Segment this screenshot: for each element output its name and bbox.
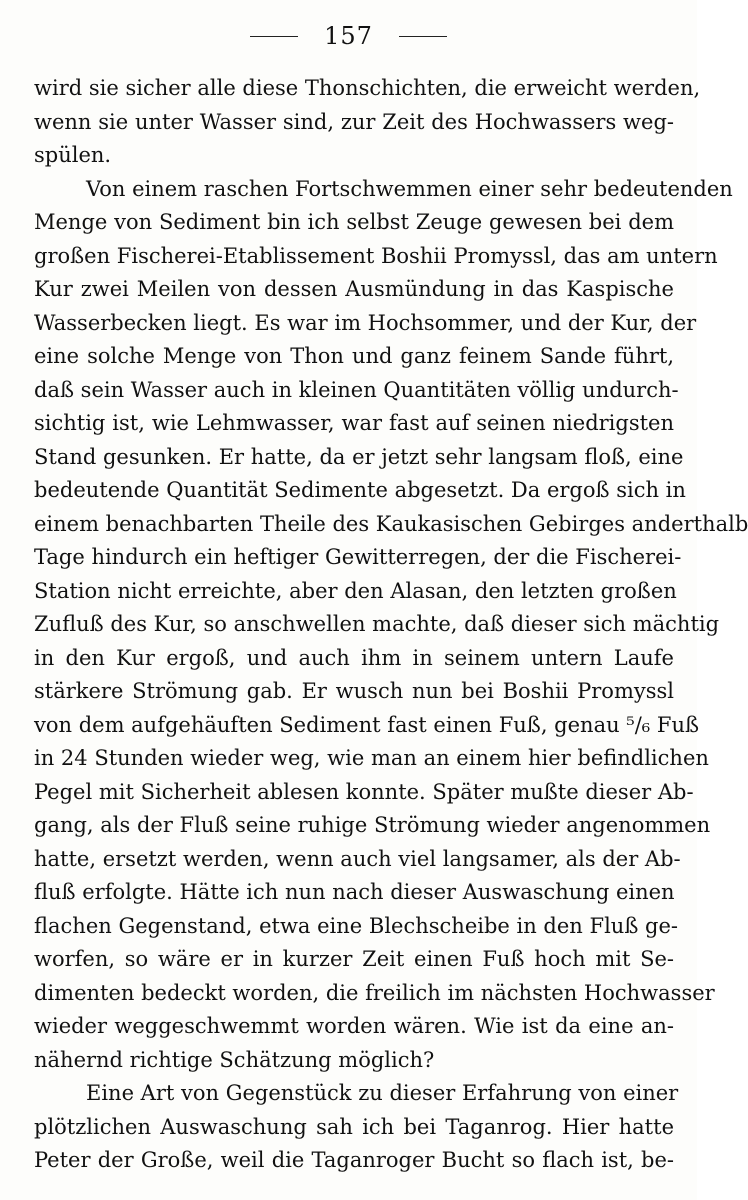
- text-line: Von einem raschen Fortschwemmen einer sehr bedeutenden: [86, 176, 733, 201]
- text-line: in den Kur ergoß, und auch ihm in seinem untern Laufe: [34, 645, 674, 670]
- text-line: gang, als der Fluß seine ruhige Strömung wieder angenommen: [34, 813, 711, 837]
- text-line: Menge von Sediment bin ich selbst Zeuge gewesen bei dem: [34, 210, 674, 234]
- text-line: wenn sie unter Wasser sind, zur Zeit des Hochwassers weg-: [34, 109, 674, 134]
- header-rule-right: [399, 36, 447, 37]
- text-line: sichtig ist, wie Lehmwasser, war fast auf seinen niedrigsten: [34, 411, 674, 435]
- page-header: [0, 18, 697, 54]
- text-line: bedeutende Quantität Sedimente abgesetzt. Da ergoß sich in: [34, 478, 686, 502]
- page-number: 157: [324, 22, 373, 50]
- body-text: [34, 72, 748, 1178]
- text-line: spülen.: [34, 143, 112, 167]
- text-line: Kur zwei Meilen von dessen Ausmündung in das Kaspische: [34, 277, 674, 301]
- text-line: flachen Gegenstand, etwa eine Blechscheibe in den Fluß ge-: [34, 913, 678, 938]
- text-line: Eine Art von Gegenstück zu dieser Erfahrung von einer: [86, 1081, 679, 1105]
- text-line: eine solche Menge von Thon und ganz feinem Sande führt,: [34, 344, 674, 368]
- text-line: Wasserbecken liegt. Es war im Hochsommer, und der Kur, der: [34, 310, 697, 335]
- text-line: Station nicht erreichte, aber den Alasan, den letzten großen: [34, 578, 677, 603]
- text-line: einem benachbarten Theile des Kaukasischen Gebirges anderthalb: [34, 511, 748, 536]
- text-line: hatte, ersetzt werden, wenn auch viel langsamer, als der Ab-: [34, 846, 681, 871]
- text-line: fluß erfolgte. Hätte ich nun nach dieser Auswaschung einen: [34, 880, 675, 904]
- header-rule-left: [250, 36, 298, 37]
- text-line: dimenten bedeckt worden, die freilich im nächsten Hochwasser: [34, 980, 715, 1005]
- text-line: plötzlichen Auswaschung sah ich bei Taganrog. Hier hatte: [34, 1114, 674, 1139]
- text-line: Tage hindurch ein heftiger Gewitterregen, der die Fischerei-: [34, 545, 682, 569]
- text-line: stärkere Strömung gab. Er wusch nun bei Boshii Promyssl: [34, 679, 674, 703]
- text-line: Zufluß des Kur, so anschwellen machte, daß dieser sich mächtig: [34, 612, 720, 636]
- text-line: Stand gesunken. Er hatte, da er jetzt sehr langsam floß, eine: [34, 444, 684, 469]
- text-line: daß sein Wasser auch in kleinen Quantitäten völlig undurch-: [34, 377, 679, 402]
- text-line: in 24 Stunden wieder weg, wie man an einem hier befindlichen: [34, 746, 709, 770]
- text-line: Peter der Große, weil die Taganroger Bucht so flach ist, be-: [34, 1148, 674, 1172]
- text-line: wieder weggeschwemmt worden wären. Wie ist da eine an-: [34, 1014, 674, 1038]
- text-line: von dem aufgehäuften Sediment fast einen Fuß, genau ⁵/₆ Fuß: [34, 712, 699, 737]
- text-line: großen Fischerei-Etablissement Boshii Promyssl, das am untern: [34, 243, 718, 268]
- text-line: wird sie sicher alle diese Thonschichten, die erweicht werden,: [34, 76, 701, 100]
- text-line: nähernd richtige Schätzung möglich?: [34, 1047, 435, 1072]
- text-line: Pegel mit Sicherheit ablesen konnte. Später mußte dieser Ab-: [34, 779, 694, 804]
- text-line: worfen, so wäre er in kurzer Zeit einen Fuß hoch mit Se-: [34, 947, 674, 971]
